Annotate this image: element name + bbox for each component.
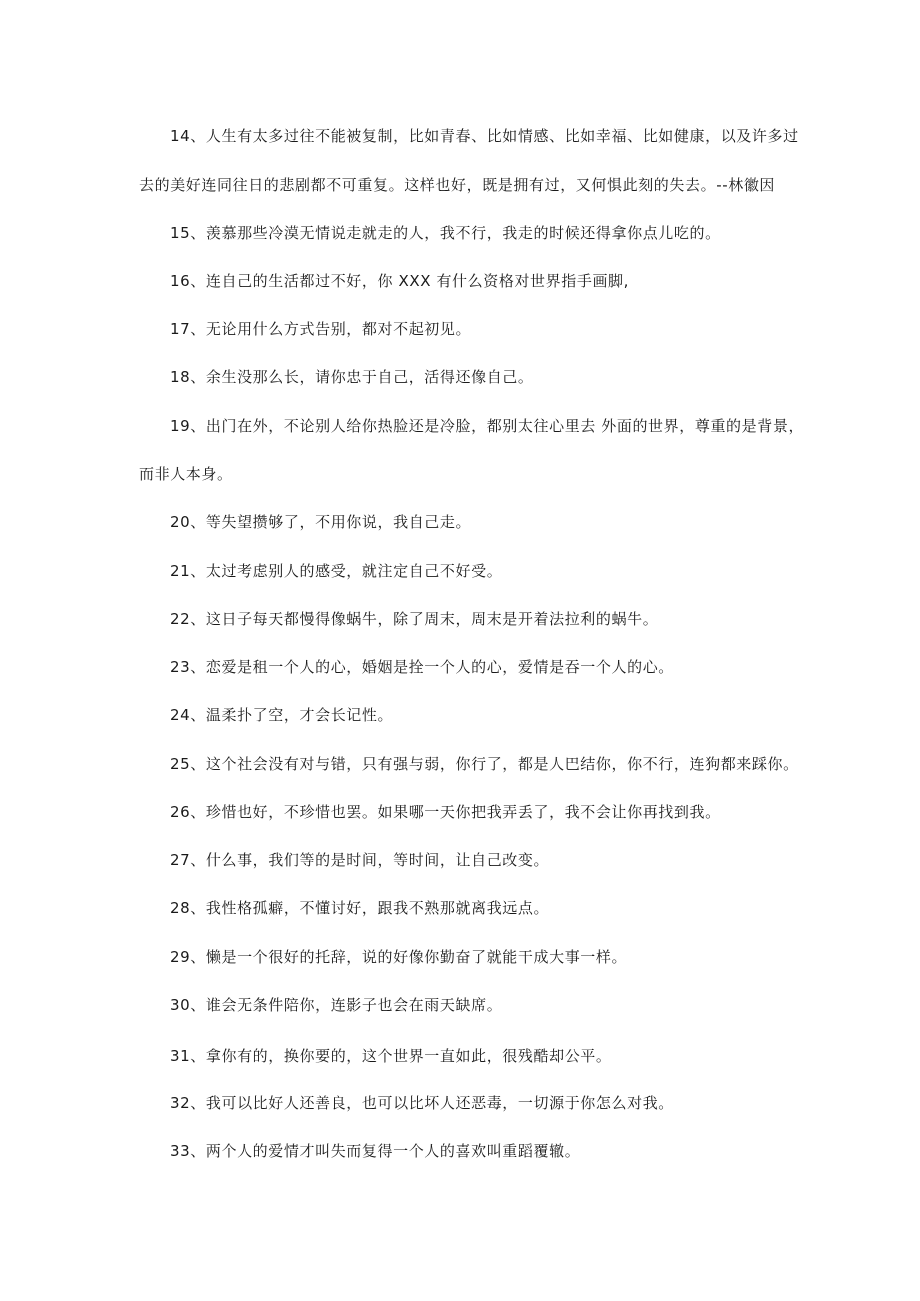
quote-22: 22、这日子每天都慢得像蜗牛，除了周末，周末是开着法拉利的蜗牛。 [170, 610, 659, 628]
quote-31: 31、拿你有的，换你要的，这个世界一直如此，很残酷却公平。 [170, 1047, 612, 1065]
quote-29: 29、懒是一个很好的托辞，说的好像你勤奋了就能干成大事一样。 [170, 948, 628, 966]
quote-16: 16、连自己的生活都过不好，你 XXX 有什么资格对世界指手画脚, [170, 272, 630, 290]
quote-23: 23、恋爱是租一个人的心，婚姻是拴一个人的心，爱情是吞一个人的心。 [170, 658, 674, 676]
quote-24: 24、温柔扑了空，才会长记性。 [170, 706, 394, 724]
quote-26: 26、珍惜也好，不珍惜也罢。如果哪一天你把我弄丢了，我不会让你再找到我。 [170, 803, 721, 821]
quote-30: 30、谁会无条件陪你，连影子也会在雨天缺席。 [170, 996, 503, 1014]
quote-20: 20、等失望攒够了，不用你说，我自己走。 [170, 513, 472, 531]
quote-28: 28、我性格孤癖，不懂讨好，跟我不熟那就离我远点。 [170, 899, 550, 917]
quote-21: 21、太过考虑别人的感受，就注定自己不好受。 [170, 562, 503, 580]
quote-19-line-2: 而非人本身。 [139, 465, 233, 483]
quote-33: 33、两个人的爱情才叫失而复得一个人的喜欢叫重蹈覆辙。 [170, 1142, 581, 1160]
quote-14-line-1: 14、人生有太多过往不能被复制，比如青春、比如情感、比如幸福、比如健康，以及许多过 [170, 127, 799, 145]
quote-17: 17、无论用什么方式告别，都对不起初见。 [170, 320, 472, 338]
quote-18: 18、余生没那么长，请你忠于自己，活得还像自己。 [170, 368, 534, 386]
quote-27: 27、什么事，我们等的是时间，等时间，让自己改变。 [170, 851, 550, 869]
quote-14-line-2: 去的美好连同往日的悲剧都不可重复。这样也好，既是拥有过，又何惧此刻的失去。--林徽因 [139, 176, 776, 194]
quote-15: 15、羡慕那些冷漠无情说走就走的人，我不行，我走的时候还得拿你点儿吃的。 [170, 224, 721, 242]
quote-25: 25、这个社会没有对与错，只有强与弱，你行了，都是人巴结你，你不行，连狗都来踩你。 [170, 755, 799, 773]
quote-32: 32、我可以比好人还善良，也可以比坏人还恶毒，一切源于你怎么对我。 [170, 1094, 674, 1112]
quote-19-line-1: 19、出门在外，不论别人给你热脸还是冷脸，都别太往心里去 外面的世界，尊重的是背景， [170, 417, 805, 435]
